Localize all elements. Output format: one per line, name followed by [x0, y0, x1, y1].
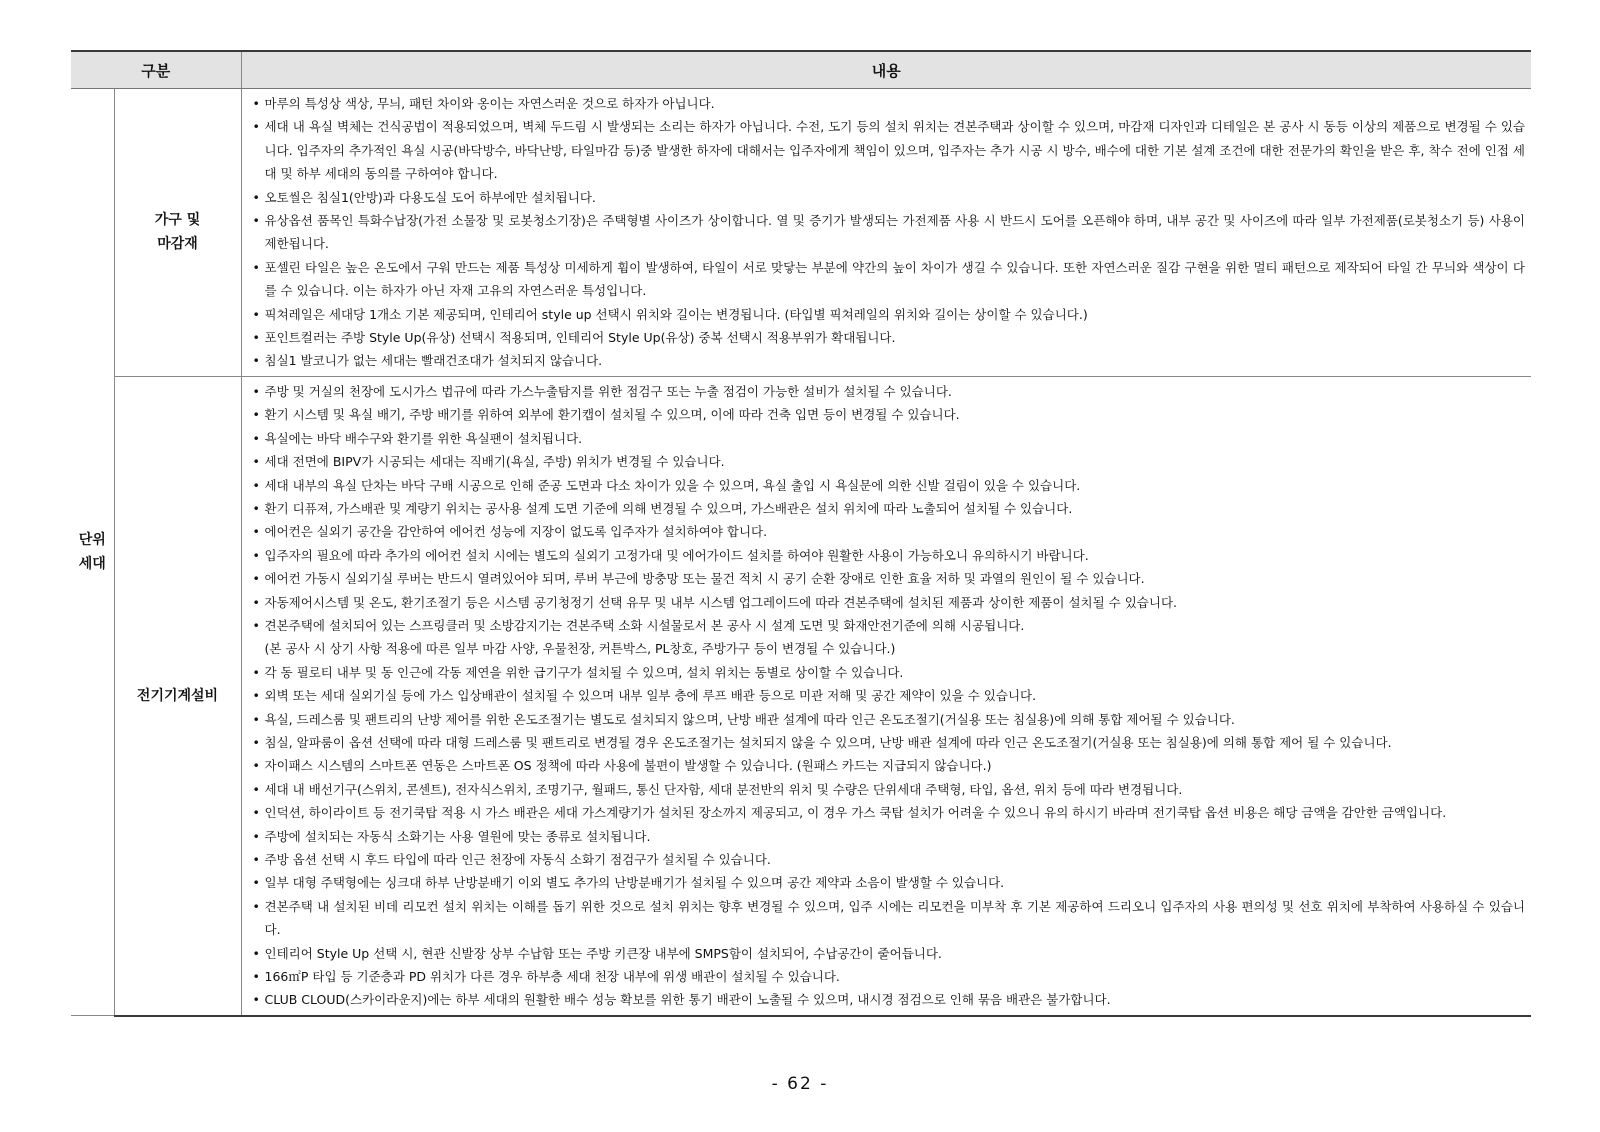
- list-item: [252, 567, 1526, 590]
- bullet-icon: •: [252, 524, 260, 540]
- list-item: [252, 115, 1526, 185]
- bullet-icon: •: [252, 758, 260, 774]
- list-item: [252, 708, 1526, 731]
- list-item: [252, 731, 1526, 754]
- bullet-icon: •: [252, 306, 260, 322]
- bullet-icon: •: [252, 875, 260, 891]
- list-item: [252, 684, 1526, 707]
- list-item: [252, 988, 1526, 1011]
- list-item: [252, 544, 1526, 567]
- bullet-icon: •: [252, 992, 260, 1008]
- list-item-text: 입주자의 필요에 따라 추가의 에어컨 설치 시에는 별도의 실외기 고정가대 및 에어가이드 설치를 하여야 원활한 사용이 가능하오니 유의하시기 바랍니다.: [264, 547, 1089, 563]
- subcategory-cell: [114, 89, 241, 377]
- list-item: [252, 326, 1526, 349]
- list-item: [252, 349, 1526, 372]
- bullet-icon: •: [252, 805, 260, 821]
- list-item: [252, 754, 1526, 777]
- item-list: [252, 92, 1526, 373]
- unit-category-cell: [71, 89, 114, 1016]
- list-item-text: 침실, 알파룸이 옵션 선택에 따라 대형 드레스룸 및 팬트리로 변경될 경우 온도조절기는 설치되지 않을 수 있으며, 난방 배관 설계에 따라 인근 온도조절기(거실용 또는 침실용)에 의해 통합 제어 될 수 있습니다.: [264, 734, 1392, 750]
- list-item-text: CLUB CLOUD(스카이라운지)에는 하부 세대의 원활한 배수 성능 확보를 위한 통기 배관이 노출될 수 있으며, 내시경 점검으로 인해 묶음 배관은 불가합니다.: [264, 992, 1111, 1008]
- list-item-text: 에어컨은 실외기 공간을 감안하여 에어컨 성능에 지장이 없도록 입주자가 설치하여야 합니다.: [264, 524, 768, 540]
- bullet-icon: •: [252, 617, 260, 633]
- bullet-icon: •: [252, 594, 260, 610]
- bullet-icon: •: [252, 945, 260, 961]
- subcategory-cell: [114, 376, 241, 1015]
- list-item-text: 자동제어시스템 및 온도, 환기조절기 등은 시스템 공기청정기 선택 유무 및 내부 시스템 업그레이드에 따라 견본주택에 설치된 제품과 상이한 제품이 설치될 수 있습니다.: [264, 594, 1178, 610]
- bullet-icon: •: [252, 454, 260, 470]
- table-row: [71, 89, 1531, 377]
- page-number: - 62 -: [771, 1074, 829, 1094]
- bullet-icon: •: [252, 500, 260, 516]
- list-item-text: 외벽 또는 세대 실외기실 등에 가스 입상배관이 설치될 수 있으며 내부 일부 층에 루프 배관 등으로 미관 저해 및 공간 제약이 있을 수 있습니다.: [264, 688, 1037, 704]
- list-item-text: 마루의 특성상 색상, 무늬, 패턴 차이와 옹이는 자연스러운 것으로 하자가 아닙니다.: [264, 96, 715, 111]
- bullet-icon: •: [252, 477, 260, 493]
- list-item-text: 욕실, 드레스룸 및 팬트리의 난방 제어를 위한 온도조절기는 별도로 설치되지 않으며, 난방 배관 설계에 따라 인근 온도조절기(거실용 또는 침실용)에 의해 통합 제어될 수 있습니다.: [264, 711, 1235, 727]
- list-item-text: 166㎡P 타입 등 기준층과 PD 위치가 다른 경우 하부층 세대 천장 내부에 위생 배관이 설치될 수 있습니다.: [264, 969, 840, 985]
- list-item: [252, 895, 1526, 942]
- subcategory-label: 전기기계설비: [136, 687, 219, 704]
- list-item: [252, 520, 1526, 543]
- bullet-icon: •: [252, 407, 260, 423]
- list-item: [252, 848, 1526, 871]
- list-item: [252, 591, 1526, 614]
- list-item: [252, 497, 1526, 520]
- bullet-icon: •: [252, 898, 260, 914]
- list-item: [252, 427, 1526, 450]
- list-item-text: 유상옵션 품목인 특화수납장(가전 소물장 및 로봇청소기장)은 주택형별 사이즈가 상이합니다. 열 및 증기가 발생되는 가전제품 사용 시 반드시 도어를 오픈해야 하며, 내부 공간 및 사이즈에 따라 일부 가전제품(로봇청소기 등) 사용이 제한됩니다.: [264, 213, 1526, 252]
- bullet-icon: •: [252, 547, 260, 563]
- list-item-text: 견본주택 내 설치된 비데 리모컨 설치 위치는 이해를 돕기 위한 것으로 설치 위치는 향후 변경될 수 있으며, 입주 시에는 리모컨을 미부착 후 기본 제공하여 드리오니 입주자의 사용 편의성 및 선호 위치에 부착하여 사용하실 수 있습니다.: [264, 898, 1526, 938]
- bullet-icon: •: [252, 383, 260, 399]
- bullet-icon: •: [252, 119, 260, 135]
- list-item-text: 주방 및 거실의 천장에 도시가스 법규에 따라 가스누출탐지를 위한 점검구 또는 누출 점검이 가능한 설비가 설치될 수 있습니다.: [264, 383, 952, 399]
- list-item: [252, 474, 1526, 497]
- content-cell: [241, 89, 1531, 377]
- list-item-text: 각 동 필로티 내부 및 동 인근에 각동 제연을 위한 급기구가 설치될 수 있으며, 설치 위치는 동별로 상이할 수 있습니다.: [264, 664, 904, 680]
- bullet-icon: •: [252, 781, 260, 797]
- list-item-text: 오토씰은 침실1(안방)과 다용도실 도어 하부에만 설치됩니다.: [264, 189, 596, 205]
- list-item-text: 침실1 발코니가 없는 세대는 빨래건조대가 설치되지 않습니다.: [264, 353, 603, 369]
- list-item: [252, 450, 1526, 473]
- list-item: [252, 614, 1526, 661]
- list-item-text: 인덕션, 하이라이트 등 전기쿡탑 적용 시 가스 배관은 세대 가스계량기가 설치된 장소까지 제공되고, 이 경우 가스 쿡탑 설치가 어려울 수 있으니 유의 하시기 바라며 전기쿡탑 옵션 비용은 해당 금액을 감안한 금액입니다.: [264, 805, 1447, 821]
- list-item: [252, 965, 1526, 988]
- table-header-row: [71, 51, 1531, 89]
- list-item-text: 세대 전면에 BIPV가 시공되는 세대는 직배기(욕실, 주방) 위치가 변경될 수 있습니다.: [264, 454, 725, 470]
- bullet-icon: •: [252, 330, 260, 346]
- bullet-icon: •: [252, 969, 260, 985]
- list-item-text: 픽쳐레일은 세대당 1개소 기본 제공되며, 인테리어 style up 선택시 위치와 길이는 변경됩니다. (타입별 픽쳐레일의 위치와 길이는 상이할 수 있습니다.): [264, 306, 1088, 322]
- bullet-icon: •: [252, 189, 260, 205]
- list-item: [252, 801, 1526, 824]
- list-item-text: 포셀린 타일은 높은 온도에서 구워 만드는 제품 특성상 미세하게 휨이 발생하여, 타일이 서로 맞닿는 부분에 약간의 높이 차이가 생길 수 있습니다. 또한 자연스러운 질감 구현을 위한 멀티 패턴으로 제작되어 타일 간 무늬와 색상이 다를 수 있습니다. 이는 하자가 아닌 자재 고유의 자연스러운 특성입니다.: [264, 259, 1526, 299]
- unit-label: 단위 세대: [78, 532, 106, 573]
- header-category: 구분: [71, 51, 241, 89]
- bullet-icon: •: [252, 828, 260, 844]
- notice-table: [71, 50, 1531, 1017]
- list-item: [252, 825, 1526, 848]
- content-cell: [241, 376, 1531, 1015]
- bullet-icon: •: [252, 688, 260, 704]
- list-item-text: 세대 내 배선기구(스위치, 콘센트), 전자식스위치, 조명기구, 월패드, 통신 단자함, 세대 분전반의 위치 및 수량은 단위세대 주택형, 타입, 옵션, 위치 등에 따라 변경됩니다.: [264, 781, 1183, 797]
- header-content: 내용: [241, 51, 1531, 89]
- list-item: [252, 186, 1526, 209]
- item-list: [252, 380, 1526, 1012]
- list-item: [252, 303, 1526, 326]
- list-item-text: 포인트컬러는 주방 Style Up(유상) 선택시 적용되며, 인테리어 Style Up(유상) 중복 선택시 적용부위가 확대됩니다.: [264, 330, 896, 346]
- list-item: [252, 256, 1526, 303]
- list-item-text: 일부 대형 주택형에는 싱크대 하부 난방분배기 이외 별도 추가의 난방분배기가 설치될 수 있으며 공간 제약과 소음이 발생할 수 있습니다.: [264, 875, 1005, 891]
- bullet-icon: •: [252, 353, 260, 369]
- bullet-icon: •: [252, 430, 260, 446]
- table-row: [71, 376, 1531, 1015]
- list-item-text: 자이패스 시스템의 스마트폰 연동은 스마트폰 OS 정책에 따라 사용에 불편이 발생할 수 있습니다. (원패스 카드는 지급되지 않습니다.): [264, 758, 992, 774]
- list-item-text: 주방 옵션 선택 시 후드 타입에 따라 인근 천장에 자동식 소화기 점검구가 설치될 수 있습니다.: [264, 852, 771, 867]
- bullet-icon: •: [252, 734, 260, 750]
- list-item: [252, 942, 1526, 965]
- list-item-text: 세대 내 욕실 벽체는 건식공법이 적용되었으며, 벽체 두드림 시 발생되는 소리는 하자가 아닙니다. 수전, 도기 등의 설치 위치는 견본주택과 상이할 수 있으며, 마감재 디자인과 디테일은 본 공사 시 동등 이상의 제품으로 변경될 수 있습니다. 입주자의 추가적인 욕실 시공(바닥방수, 바닥난방, 타일마감 등)중 발생한 하자에 대해서는 입주자에게 책임이 있으며, 입주자는 추가 시공 시 방수, 배수에 대한 기본 설계 조건에 대한 전문가의 확인을 받은 후, 착수 전에 인접 세대 및 하부 세대의 동의를 구하여야 합니다.: [264, 119, 1526, 182]
- bullet-icon: •: [252, 711, 260, 727]
- subcategory-label: 가구 및 마감재: [154, 212, 201, 253]
- bullet-icon: •: [252, 213, 260, 229]
- list-item: [252, 661, 1526, 684]
- list-item-text: 환기 시스템 및 욕실 배기, 주방 배기를 위하여 외부에 환기캡이 설치될 수 있으며, 이에 따라 건축 입면 등이 변경될 수 있습니다.: [264, 407, 960, 423]
- bullet-icon: •: [252, 96, 260, 111]
- list-item-text: 에어컨 가동시 실외기실 루버는 반드시 열려있어야 되며, 루버 부근에 방충망 또는 물건 적치 시 공기 순환 장애로 인한 효율 저하 및 과열의 원인이 될 수 있습니다.: [264, 571, 1145, 587]
- list-item-text: 세대 내부의 욕실 단차는 바닥 구배 시공으로 인해 준공 도면과 다소 차이가 있을 수 있으며, 욕실 출입 시 욕실문에 의한 신발 걸림이 있을 수 있습니다.: [264, 477, 1081, 493]
- list-item: [252, 403, 1526, 426]
- list-item: [252, 92, 1526, 115]
- list-item: [252, 778, 1526, 801]
- bullet-icon: •: [252, 571, 260, 587]
- list-item: [252, 209, 1526, 256]
- list-item: [252, 871, 1526, 894]
- list-item-text: 환기 디퓨져, 가스배관 및 계량기 위치는 공사용 설계 도면 기준에 의해 변경될 수 있으며, 가스배관은 설치 위치에 따라 노출되어 설치될 수 있습니다.: [264, 500, 1073, 516]
- bullet-icon: •: [252, 259, 260, 275]
- list-item-text: 욕실에는 바닥 배수구와 환기를 위한 욕실팬이 설치됩니다.: [264, 430, 583, 446]
- list-item-text: 인테리어 Style Up 선택 시, 현관 신발장 상부 수납함 또는 주방 키큰장 내부에 SMPS함이 설치되어, 수납공간이 줄어듭니다.: [264, 945, 942, 961]
- list-item-text: 주방에 설치되는 자동식 소화기는 사용 열원에 맞는 종류로 설치됩니다.: [264, 828, 651, 844]
- list-item-text: 견본주택에 설치되어 있는 스프링클러 및 소방감지기는 견본주택 소화 시설물로서 본 공사 시 설계 도면 및 화재안전기준에 의해 시공됩니다. (본 공사 시 상기 사항 적용에 따른 일부 마감 사양, 우물천장, 커튼박스, PL창호, 주방가구 등이 변경될 수 있습니다.): [264, 617, 1025, 657]
- bullet-icon: •: [252, 664, 260, 680]
- list-item: [252, 380, 1526, 403]
- bullet-icon: •: [252, 852, 260, 867]
